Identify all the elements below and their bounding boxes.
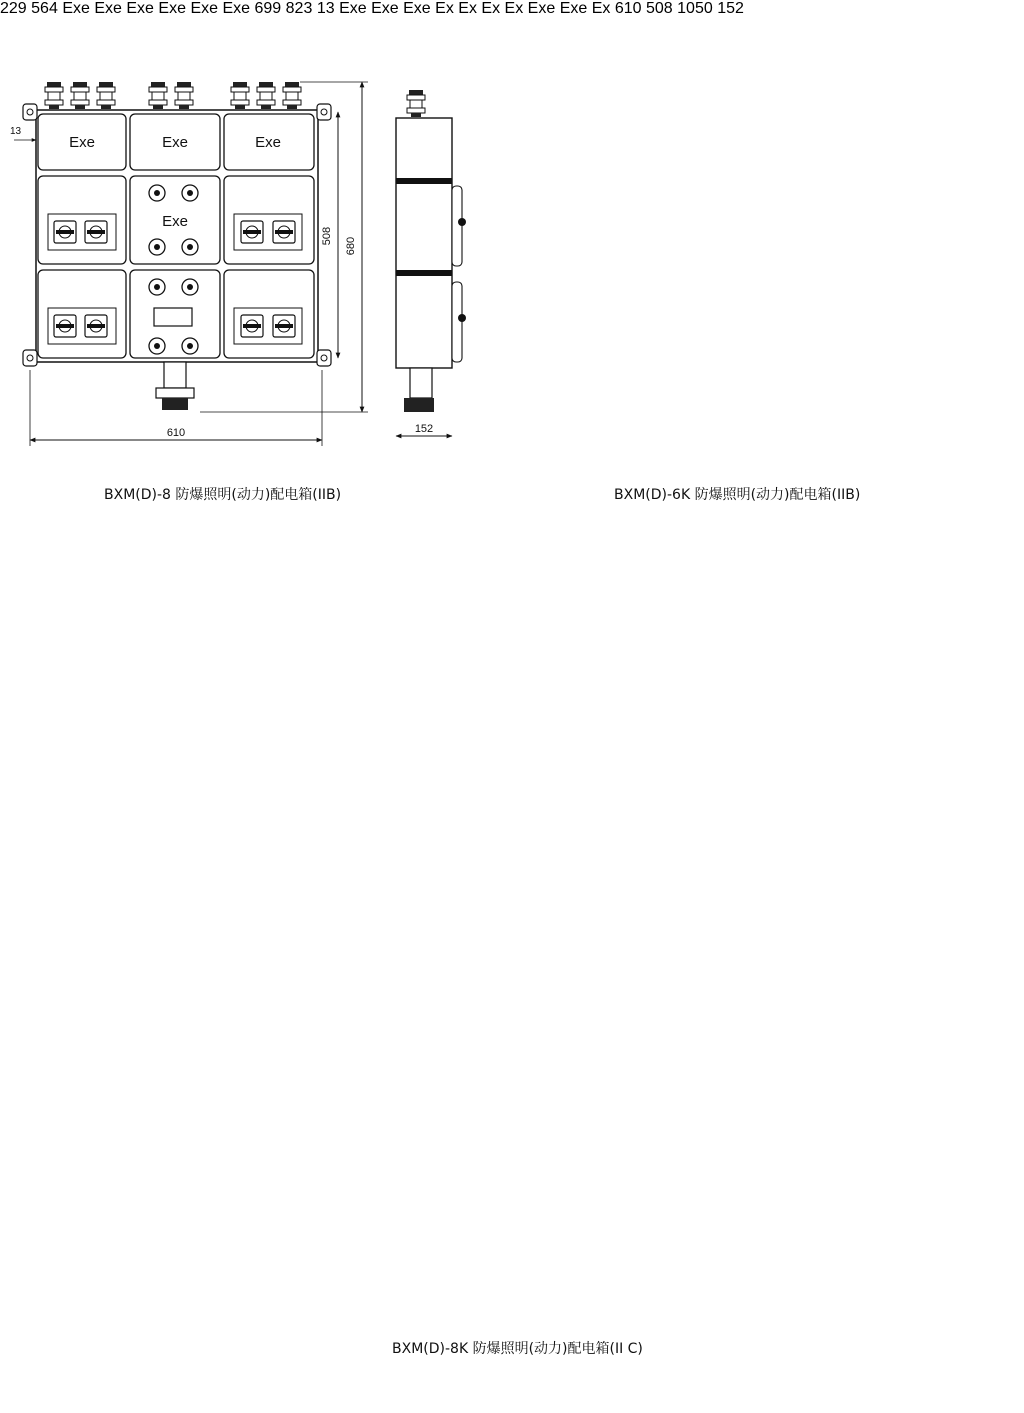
drawing1-dim-height-inner: 508 xyxy=(321,226,333,246)
drawing1-side-view xyxy=(396,90,466,436)
drawing3-label-ex-3: Ex xyxy=(481,0,501,17)
drawing1-mount-ear xyxy=(317,104,331,120)
drawing3-label-ex-4: Ex xyxy=(504,0,524,17)
drawing3-dim-height-inner: 508 xyxy=(646,0,673,17)
drawing3-label-ex-1: Ex xyxy=(435,0,454,17)
drawing2-dim-depth: 229 xyxy=(0,0,27,17)
drawing3-label-exe-1: Exe xyxy=(339,0,367,17)
drawing2-caption: BXM(D)-6K 防爆照明(动力)配电箱(IIB) xyxy=(614,487,861,503)
drawing3-label-ex-5: Ex xyxy=(591,0,611,17)
drawing3-side-dim-depth: 152 xyxy=(717,0,744,17)
drawing3-label-exe-5: Exe xyxy=(559,0,588,17)
drawing1-label-exe-3: Exe xyxy=(255,134,281,151)
drawing1-mount-ear xyxy=(317,350,331,366)
drawing2-label-exe-mid-right: Exe xyxy=(158,0,186,17)
drawing1-label-exe-2: Exe xyxy=(162,134,188,151)
drawing1-label-exe-4: Exe xyxy=(162,213,188,230)
drawing2-dim-height-total: 823 xyxy=(285,0,313,17)
drawing1-label-exe-1: Exe xyxy=(69,134,95,151)
drawing2-label-exe-bottom-left: Exe xyxy=(190,0,219,17)
drawing2-label-exe-top-left: Exe xyxy=(62,0,90,17)
drawing3-dim-width: 610 xyxy=(614,0,642,17)
drawing1-mount-ear xyxy=(23,104,37,120)
drawing3-label-ex-2: Ex xyxy=(458,0,477,17)
drawing1-dim-height-total: 680 xyxy=(345,236,357,256)
drawing1-caption: BXM(D)-8 防爆照明(动力)配电箱(IIB) xyxy=(104,487,342,503)
drawing2-dim-width: 564 xyxy=(31,0,58,17)
drawing1-dim-width: 610 xyxy=(166,427,186,439)
drawing3-label-exe-3: Exe xyxy=(403,0,431,17)
drawing1-mount-ear xyxy=(23,350,37,366)
drawing3-label-exe-2: Exe xyxy=(371,0,399,17)
drawing1-front-view xyxy=(10,82,368,446)
drawing2-label-exe-top-right: Exe xyxy=(94,0,122,17)
drawing1-side-dim-depth: 152 xyxy=(414,423,434,435)
drawing2-dim-height-inner: 699 xyxy=(254,0,282,17)
drawing1-dim-flange: 13 xyxy=(10,126,22,137)
drawing2-label-exe-bottom-right: Exe xyxy=(222,0,251,17)
drawing2-label-exe-mid-left: Exe xyxy=(126,0,154,17)
drawing3-caption: BXM(D)-8K 防爆照明(动力)配电箱(II C) xyxy=(392,1341,643,1357)
drawing1-cable-glands xyxy=(45,82,301,109)
drawing3-dim-height-total: 1050 xyxy=(677,0,713,17)
drawing3-label-exe-4: Exe xyxy=(527,0,556,17)
drawing2-dim-flange: 13 xyxy=(316,0,335,17)
